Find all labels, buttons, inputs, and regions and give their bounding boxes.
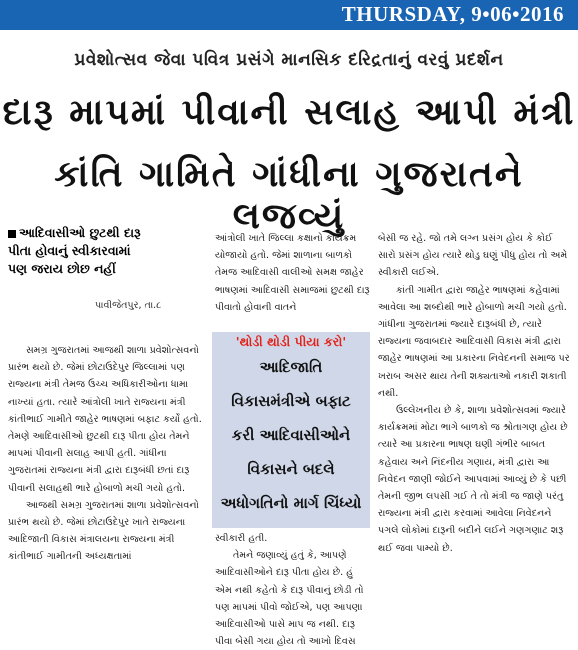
issue-date: THURSDAY, 9•06•2016 xyxy=(341,2,564,26)
teaser-box xyxy=(8,224,198,278)
paragraph: સમગ્ર ગુજરાતમાં આજથી શાળા પ્રવેશોત્સવનો પ્રારંભ થયો છે. જેમાં છોટાઉદેપુર જિલ્લામાં પણ રાજ્યના મંત્રી તેમજ ઉચ્ચ અધિકારીઓના ધામા નાખ્યાં હતા. ત્યારે આંત્રોલી ખાતે રાજ્યના મંત્રી કાંતીભાઈ ગામીતે જાહેર ભાષણમાં બફાટ કર્યો હતો. તેમણે આદિવાસીઓ છુટથી દારૂ પીતા હોય તેમને માપમાં પીવાની સલાહ આપી હતી. ગાંધીના ગુજરાતમાં રાજ્યના મંત્રી દ્વારા દારૂબંધી છતાં દારૂ પીવાની સલાહથી ભારે હોબાળો મચી ગયો હતો. xyxy=(8,345,202,494)
bullet-icon xyxy=(8,230,16,238)
pull-quote-line: આદિજાતિ xyxy=(259,358,323,376)
pull-quote-box xyxy=(212,332,370,528)
teaser-line: પીતા હોવાનું સ્વીકારવામાં xyxy=(8,243,131,258)
headline-line-1: દારૂ માપમાં પીવાની સલાહ આપી મંત્રી xyxy=(2,92,576,133)
pull-quote-line: કરી આદિવાસીઓને xyxy=(231,426,351,444)
paragraph: ઉલ્લેખનીય છે કે, શાળા પ્રવેશોત્સવમાં જ્યારે કાર્યક્રમમાં મોટા ભાગે બાળકો જ શ્રોતાગણ હોય છે ત્યારે આ પ્રકારના ભાષણ ઘણી ગંભીર બાબત કહેવાય અને નિંદનીય ગણાય, મંત્રી દ્વારા આ નિવેદન જાણી જોઈને આપવામાં આવ્યું છે કે પછી તેમની જીભ લપસી ગઈ તે તો મંત્રી જ જાણે પરંતુ રાજ્યના મંત્રી દ્વારા કરવામાં આવેલા નિવેદનને પગલે લોકોમાં દારૂની બદીને લઈને ગણગણાટ શરૂ થઈ જવા પામ્યો છે. xyxy=(378,405,568,554)
article-column-2-bottom xyxy=(215,530,370,648)
article-column-3 xyxy=(378,230,573,630)
headline-kicker: પ્રવેશોત્સવ જેવા પવિત્ર પ્રસંગે માનસિક દરિદ્રતાનું વરવું પ્રદર્શન xyxy=(74,50,504,70)
pull-quote-line: વિકાસમંત્રીએ બફાટ xyxy=(231,392,351,410)
teaser-line: આદિવાસીઓ છુટથી દારૂ xyxy=(8,224,198,242)
paragraph: કાંતી ગામીત દ્વારા જાહેર ભાષણમાં કહેવામાં આવેલા આ શબ્દોથી ભારે હોબાળો મચી ગયો હતો. ગાંધીના ગુજરાતમાં જ્યારે દારૂબંધી છે, ત્યારે રાજ્યના જવાબદાર આદિવાસી વિકાસ મંત્રી દ્વારા જાહેર ભાષણમાં આ પ્રકારના નિવેદનની સમાજ પર ખરાબ અસર થાય તેની શક્યતાઓ નકારી શકાતી નથી. xyxy=(378,284,570,399)
paragraph: આજથી સમગ્ર ગુજરાતમાં શાળા પ્રવેશોત્સવનો પ્રારંભ થયો છે. જેમાં છોટાઉદેપુર ખાતે રાજ્યના આદિજાતી વિકાસ મંત્રાલયના રાજ્યના મંત્રી કાંતીભાઈ ગામીતની અધ્યક્ષતામાં xyxy=(8,499,199,563)
paragraph: તેમને જણાવ્યું હતું કે, આપણે આદિવાસીઓને દારૂ પીતા હોય છે. હું એમ નથી કહેતો કે દારૂ પીવાનું છોડી તો પણ માપમાં પીવો જોઈએ, પણ આપણા આદિવાસીઓ પાસે માપ જ નથી. દારૂ પીવા બેસી ગયા હોય તો આખો દિવસ xyxy=(215,550,364,648)
teaser-line: પણ જરાય છોછ નહીં xyxy=(8,261,116,276)
pull-quote-line: વિકાસને બદલે xyxy=(247,460,335,478)
paragraph: આંત્રોલી ખાતે જિલ્લા કક્ષાનો કાર્યક્રમ યોજાયો હતો. જેમાં શાળાના બાળકો તેમજ આદિવાસી વાલીઓ સમક્ષ જાહેર ભાષણમાં આદિવાસી સમાજમાં છુટથી દારૂ પીવાતો હોવાની વાતને xyxy=(215,233,370,313)
headline-line-2: કાંતિ ગામિતે ગાંધીના ગુજરાતને લજવ્યું xyxy=(54,154,524,237)
pull-quote-line: અધોગતિનો માર્ગ ચિંધ્યો xyxy=(220,494,362,512)
pull-quote-title: 'થોડી થોડી પીયા કરો' xyxy=(235,334,347,349)
article-column-2-top xyxy=(215,230,370,340)
paragraph: સ્વીકારી હતી. xyxy=(215,533,268,544)
masthead-bar xyxy=(0,0,578,30)
paragraph: બેસી જ રહે. જો તમે લગ્ન પ્રસંગ હોય કે કોઈ સારો પ્રસંગ હોય ત્યારે થોડુ ઘણું પીધુ હોય તો અમે સ્વીકારી લઈએ. xyxy=(378,233,568,279)
article-column-1 xyxy=(8,342,203,632)
dateline: પાવીજેતપુર, તા.૮ xyxy=(95,300,162,311)
